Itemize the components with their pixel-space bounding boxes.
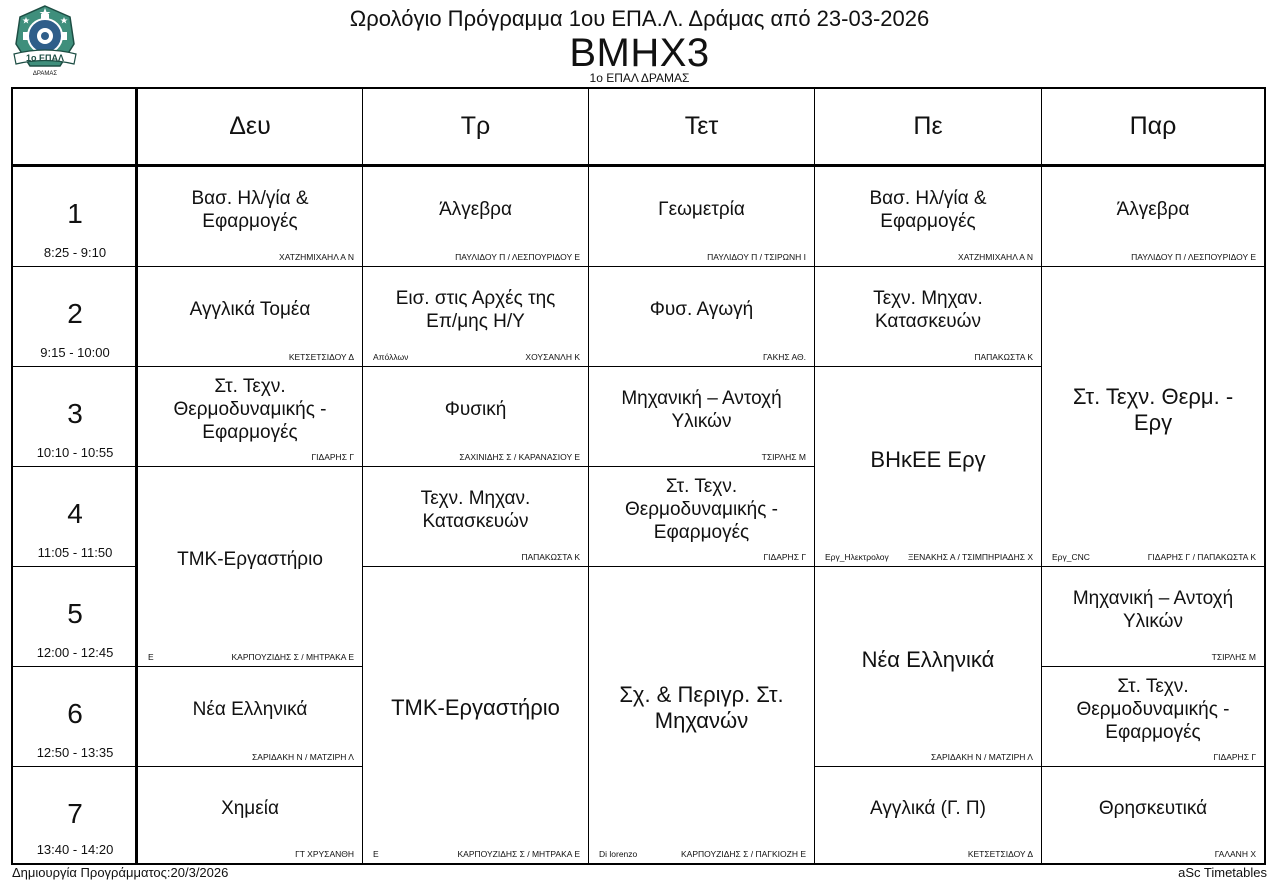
subject: Βασ. Ηλ/γία & Εφαρμογές <box>191 187 309 232</box>
lesson-cell[interactable] <box>138 367 362 466</box>
day-header-thu: Πε <box>913 112 943 140</box>
lesson-cell[interactable] <box>363 267 588 366</box>
lesson-cell[interactable] <box>138 167 362 266</box>
teacher: ΧΑΤΖΗΜΙΧΑΗΛ Α Ν <box>958 252 1033 262</box>
subject: Αγγλικά Τομέα <box>189 299 311 320</box>
teacher: ΚΑΡΠΟΥΖΙΔΗΣ Σ / ΜΗΤΡΑΚΑ Ε <box>231 652 354 662</box>
teacher: ΚΕΤΣΕΤΣΙΔΟΥ Δ <box>288 352 354 362</box>
lesson-cell[interactable] <box>815 367 1041 566</box>
subject: ΒΗκΕΕ Εργ <box>870 446 986 472</box>
period-time: 12:00 - 12:45 <box>36 645 114 660</box>
teacher: ΓΙΔΑΡΗΣ Γ / ΠΑΠΑΚΩΣΤΑ Κ <box>1147 552 1256 562</box>
lesson-cell[interactable] <box>589 367 814 466</box>
teacher: ΤΣΙΡΛΗΣ Μ <box>761 452 806 462</box>
teacher: ΠΑΥΛΙΔΟΥ Π / ΛΕΣΠΟΥΡΙΔΟΥ Ε <box>1131 252 1256 262</box>
subject: Φυσική <box>444 399 507 420</box>
lesson-cell[interactable] <box>589 567 814 863</box>
period-7 <box>13 767 137 863</box>
subject: Άλγεβρα <box>439 199 512 220</box>
period-number: 4 <box>67 498 83 529</box>
teacher: ΣΑΡΙΔΑΚΗ Ν / ΜΑΤΖΙΡΗ Λ <box>931 752 1033 762</box>
room: Ε <box>148 652 154 662</box>
lesson-cell[interactable] <box>138 667 362 766</box>
lesson-cell[interactable] <box>815 267 1041 366</box>
teacher: ΓΙΔΑΡΗΣ Γ <box>763 552 806 562</box>
lesson-cell[interactable] <box>1042 767 1264 863</box>
period-1 <box>13 167 137 266</box>
day-header-tue: Τρ <box>460 112 491 140</box>
teacher: ΧΑΤΖΗΜΙΧΑΗΛ Α Ν <box>279 252 354 262</box>
subject: Γεωμετρία <box>658 199 745 220</box>
subject: Τεχν. Μηχαν. Κατασκευών <box>873 287 983 332</box>
teacher: ΓΑΚΗΣ ΑΘ. <box>763 352 806 362</box>
subject: Μηχανική – Αντοχή Υλικών <box>1072 587 1234 632</box>
period-5 <box>13 567 137 666</box>
timetable-grid <box>11 87 1266 865</box>
subject: Βασ. Ηλ/γία & Εφαρμογές <box>869 187 987 232</box>
room: Ε <box>373 849 379 859</box>
period-time: 11:05 - 11:50 <box>37 545 113 560</box>
teacher: ΠΑΥΛΙΔΟΥ Π / ΛΕΣΠΟΥΡΙΔΟΥ Ε <box>455 252 580 262</box>
day-header-wed: Τετ <box>684 112 719 140</box>
subject: Εισ. στις Αρχές της Επ/μης Η/Υ <box>395 287 556 332</box>
lesson-cell[interactable] <box>138 467 362 666</box>
class-name: ΒΜΗΧ3 <box>569 31 710 75</box>
teacher: ΣΑΧΙΝΙΔΗΣ Σ / ΚΑΡΑΝΑΣΙΟΥ Ε <box>459 452 580 462</box>
subject: ΤΜΚ-Εργαστήριο <box>391 695 560 720</box>
teacher: ΓΤ ΧΡΥΣΑΝΘΗ <box>295 849 354 859</box>
teacher: ΠΑΠΑΚΩΣΤΑ Κ <box>521 552 580 562</box>
teacher: ΠΑΥΛΙΔΟΥ Π / ΤΣΙΡΩΝΗ Ι <box>707 252 806 262</box>
lesson-cell[interactable] <box>1042 567 1264 666</box>
room: Απόλλων <box>373 352 409 362</box>
teacher: ΧΟΥΣΑΝΛΗ Κ <box>525 352 580 362</box>
logo-subtext: ΔΡΑΜΑΣ <box>32 71 58 77</box>
lesson-cell[interactable] <box>363 567 588 863</box>
subject: ΤΜΚ-Εργαστήριο <box>177 549 323 570</box>
logo-text: 1ο ΕΠΑΛ <box>25 53 65 63</box>
lesson-cell[interactable] <box>815 167 1041 266</box>
subject: Σχ. & Περιγρ. Στ. Μηχανών <box>619 682 784 733</box>
subject: Φυσ. Αγωγή <box>649 299 754 320</box>
subject: Νέα Ελληνικά <box>861 646 995 672</box>
period-number: 3 <box>67 398 83 429</box>
teacher: ΚΕΤΣΕΤΣΙΔΟΥ Δ <box>967 849 1033 859</box>
period-time: 13:40 - 14:20 <box>36 842 114 857</box>
room: Εργ_Ηλεκτρολογ <box>825 552 889 562</box>
subject: Θρησκευτικά <box>1098 797 1208 819</box>
teacher: ΚΑΡΠΟΥΖΙΔΗΣ Σ / ΠΑΓΚΙΟΖΗ Ε <box>681 849 806 859</box>
period-number: 1 <box>67 198 83 229</box>
lesson-cell[interactable] <box>138 767 362 863</box>
lesson-cell[interactable] <box>815 767 1041 863</box>
teacher: ΞΕΝΑΚΗΣ Α / ΤΣΙΜΠΗΡΙΑΔΗΣ Χ <box>907 552 1033 562</box>
subject: Αγγλικά (Γ. Π) <box>870 797 986 819</box>
subject: Στ. Τεχν. Θερμοδυναμικής - Εφαρμογές <box>1076 676 1230 743</box>
lesson-cell[interactable] <box>589 167 814 266</box>
lesson-cell[interactable] <box>138 267 362 366</box>
page-title: Ωρολόγιο Πρόγραμμα 1ου ΕΠΑ.Λ. Δράμας από 23-03-2026 <box>349 6 930 31</box>
school-name: 1ο ΕΠΑΛ ΔΡΑΜΑΣ <box>589 71 690 85</box>
room: Di lorenzo <box>599 849 638 859</box>
subject: Νέα Ελληνικά <box>192 699 308 720</box>
subject: Στ. Τεχν. Θερμοδυναμικής - Εφαρμογές <box>624 476 779 543</box>
period-time: 8:25 - 9:10 <box>43 245 107 260</box>
day-header-fri: Παρ <box>1129 112 1177 140</box>
subject: Χημεία <box>221 797 279 819</box>
period-number: 7 <box>67 798 83 829</box>
period-time: 9:15 - 10:00 <box>40 345 110 360</box>
subject: Στ. Τεχν. Θερμ. - Εργ <box>1072 383 1234 435</box>
teacher: ΚΑΡΠΟΥΖΙΔΗΣ Σ / ΜΗΤΡΑΚΑ Ε <box>457 849 580 859</box>
lesson-cell[interactable] <box>1042 667 1264 766</box>
lesson-cell[interactable] <box>589 267 814 366</box>
teacher: ΓΙΔΑΡΗΣ Γ <box>1213 752 1256 762</box>
period-number: 5 <box>67 598 83 629</box>
subject: Τεχν. Μηχαν. Κατασκευών <box>420 487 531 532</box>
lesson-cell[interactable] <box>1042 267 1264 566</box>
teacher: ΓΑΛΑΝΗ Χ <box>1214 849 1256 859</box>
period-2 <box>13 267 137 366</box>
lesson-cell[interactable] <box>363 167 588 266</box>
period-number: 6 <box>67 698 83 729</box>
teacher: ΣΑΡΙΔΑΚΗ Ν / ΜΑΤΖΙΡΗ Λ <box>252 752 354 762</box>
lesson-cell[interactable] <box>363 467 588 566</box>
period-4 <box>13 467 137 566</box>
period-time: 12:50 - 13:35 <box>36 745 114 760</box>
subject: Μηχανική – Αντοχή Υλικών <box>621 387 782 432</box>
lesson-cell[interactable] <box>589 467 814 566</box>
lesson-cell[interactable] <box>363 367 588 466</box>
period-3 <box>13 367 137 466</box>
teacher: ΠΑΠΑΚΩΣΤΑ Κ <box>974 352 1033 362</box>
lesson-cell[interactable] <box>1042 167 1264 266</box>
subject: Άλγεβρα <box>1116 199 1190 220</box>
software-credit: aSc Timetables <box>1178 865 1267 880</box>
period-time: 10:10 - 10:55 <box>36 445 114 460</box>
teacher: ΤΣΙΡΛΗΣ Μ <box>1211 652 1256 662</box>
room: Εργ_CNC <box>1052 552 1090 562</box>
subject: Στ. Τεχν. Θερμοδυναμικής - Εφαρμογές <box>173 376 327 443</box>
creation-date: Δημιουργία Προγράμματος:20/3/2026 <box>12 865 229 880</box>
period-number: 2 <box>67 298 83 329</box>
period-6 <box>13 667 137 766</box>
day-header-mon: Δευ <box>229 112 271 140</box>
teacher: ΓΙΔΑΡΗΣ Γ <box>311 452 354 462</box>
lesson-cell[interactable] <box>815 567 1041 766</box>
